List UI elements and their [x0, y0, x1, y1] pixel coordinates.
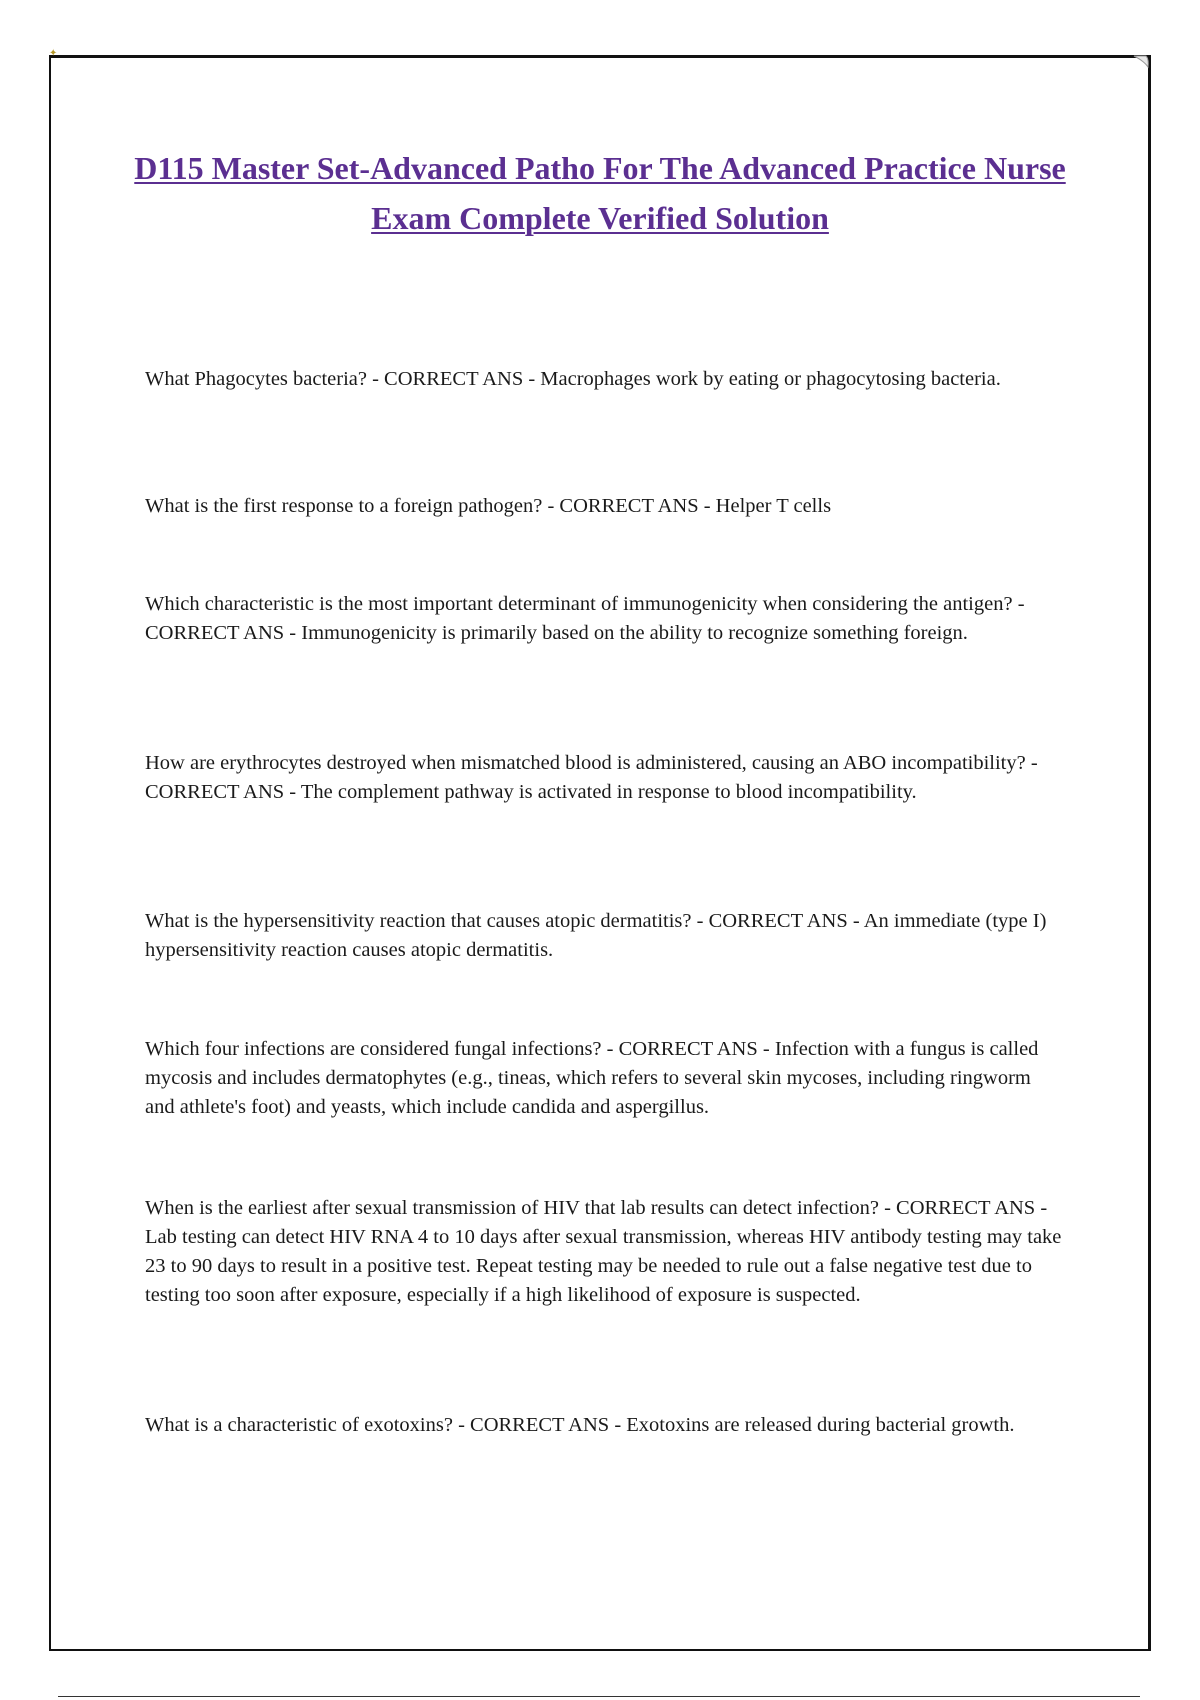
qa-item-first-response: What is the first response to a foreign pathogen? - CORRECT ANS - Helper T cells	[145, 495, 832, 517]
document-title: D115 Master Set-Advanced Patho For The Advanced Practice Nurse Exam Complete Verified Solution	[134, 150, 1066, 236]
qa-item-fungal-infections: Which four infections are considered fungal infections? - CORRECT ANS - Infection with a fungus is called mycosis and includes dermatophytes (e.g., tineas, which refers to several skin mycoses, including ringworm and athlete's foot) and yeasts, which include candida and aspergillus.	[145, 1038, 1039, 1118]
page-curl-icon	[1132, 55, 1150, 69]
qa-item-exotoxins: What is a characteristic of exotoxins? - CORRECT ANS - Exotoxins are released during bacterial growth.	[145, 1414, 1015, 1436]
corner-marker-icon: ✦	[49, 48, 58, 59]
qa-item-hiv-detection: When is the earliest after sexual transmission of HIV that lab results can detect infection? - CORRECT ANS - Lab testing can detect HIV RNA 4 to 10 days after sexual transmission, whereas HIV antibody testing may take 23 to 90 days to result in a positive test. Repeat testing may be needed to rule out a false negative test due to testing too soon after exposure, especially if a high likelihood of exposure is suspected.	[145, 1197, 1062, 1306]
qa-item-phagocytes: What Phagocytes bacteria? - CORRECT ANS - Macrophages work by eating or phagocytosing bacteria.	[145, 368, 1001, 390]
qa-item-abo-incompatibility: How are erythrocytes destroyed when mismatched blood is administered, causing an ABO incompatibility? - CORRECT ANS - The complement pathway is activated in response to blood incompatibility.	[145, 752, 1038, 803]
qa-item-immunogenicity: Which characteristic is the most important determinant of immunogenicity when considering the antigen? - CORRECT ANS - Immunogenicity is primarily based on the ability to recognize something foreign.	[145, 593, 1025, 644]
bottom-divider	[58, 1696, 1140, 1697]
qa-item-atopic-dermatitis: What is the hypersensitivity reaction that causes atopic dermatitis? - CORRECT ANS - An immediate (type I) hypersensitivity reaction causes atopic dermatitis.	[145, 910, 1047, 961]
